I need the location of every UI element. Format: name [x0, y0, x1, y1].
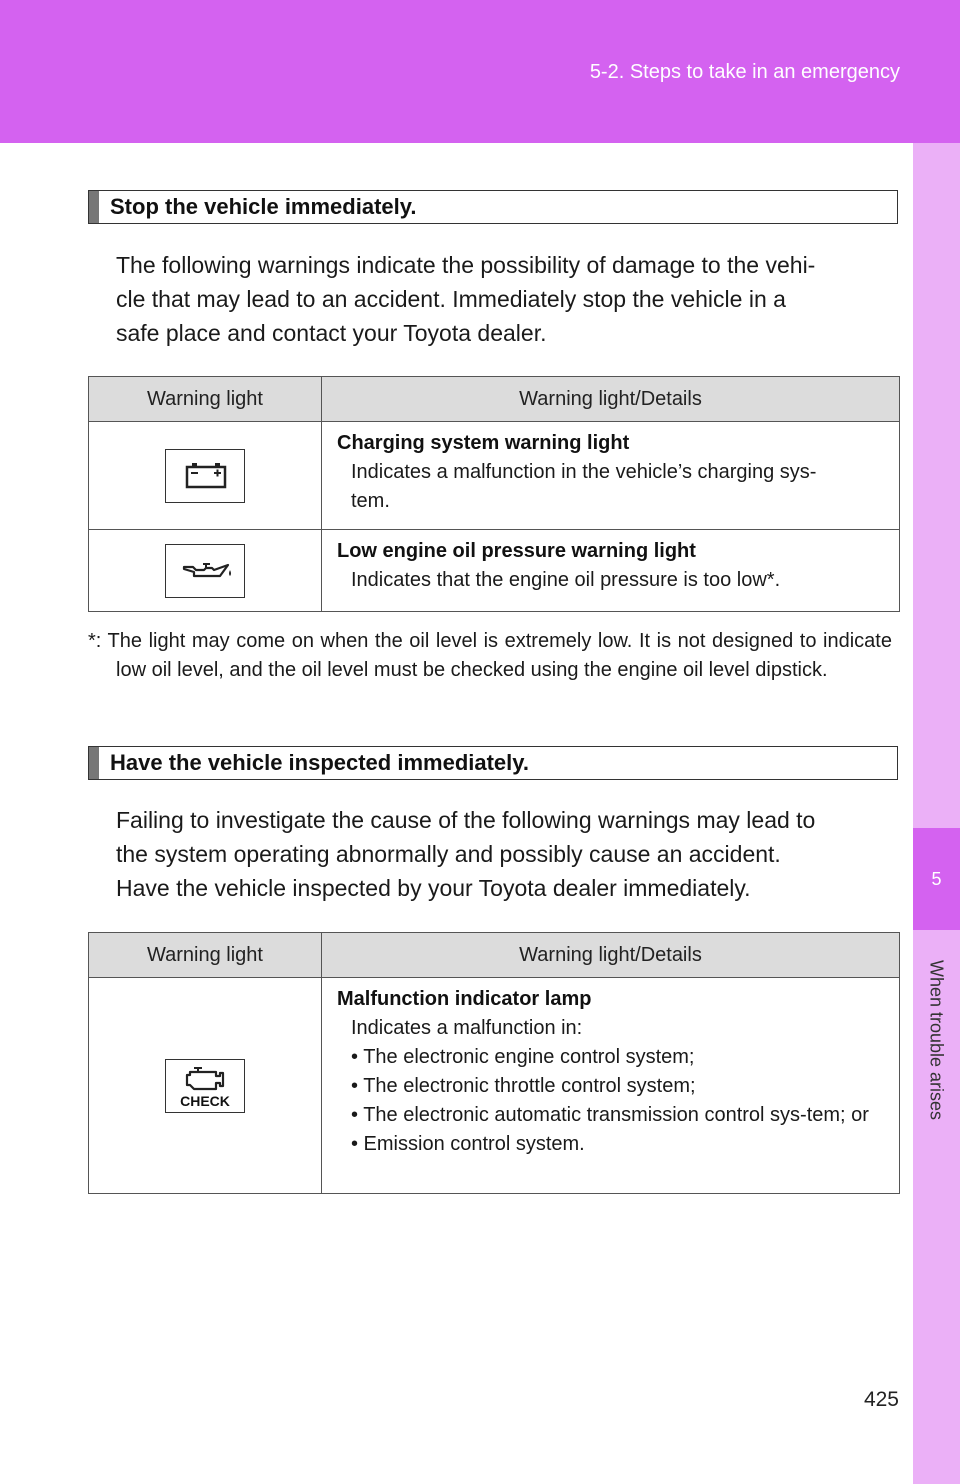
page-header — [0, 0, 960, 143]
bullet-item: • The electronic automatic transmission control sys-tem; or — [351, 1104, 869, 1126]
icon-cell — [89, 978, 322, 1194]
bullet-item: • The electronic throttle control system; — [351, 1075, 696, 1097]
bullet-item: • The electronic engine control system; — [351, 1046, 695, 1068]
column-header-details: Warning light/Details — [322, 933, 900, 978]
warning-table-2 — [88, 932, 900, 1194]
details-cell — [322, 978, 900, 1194]
intro-line: Failing to investigate the cause of the following warnings may lead to — [116, 807, 816, 833]
side-tab-strip — [913, 143, 960, 1484]
column-header-light: Warning light — [89, 933, 322, 978]
table-row — [89, 978, 900, 1194]
footnote — [88, 627, 892, 685]
section-heading-text: Stop the vehicle immediately. — [110, 194, 417, 219]
intro-line: The following warnings indicate the possibility of damage to the vehi- — [116, 252, 816, 278]
warning-title: Malfunction indicator lamp — [337, 988, 592, 1010]
chapter-tab-number: 5 — [913, 828, 960, 930]
footnote-text: *: The light may come on when the oil level is extremely low. It is not designed to indicate low oil level, and the oil level must be checked using the engine oil level dipstick. — [88, 630, 892, 681]
icon-cell — [89, 530, 322, 612]
warning-description: Indicates a malfunction in the vehicle’s charging sys- — [351, 461, 817, 483]
intro-line: the system operating abnormally and possibly cause an accident. — [116, 841, 781, 867]
section-heading-text: Have the vehicle inspected immediately. — [110, 750, 529, 775]
check-engine-icon — [165, 1059, 245, 1113]
oil-can-icon — [165, 544, 245, 598]
intro-line: safe place and contact your Toyota dealer. — [116, 320, 547, 346]
warning-description: Indicates a malfunction in: — [351, 1017, 583, 1039]
header-section-title: 5-2. Steps to take in an emergency — [589, 61, 900, 83]
warning-description: tem. — [351, 490, 390, 512]
section2-intro — [116, 803, 892, 905]
section-heading-inspect — [88, 746, 898, 780]
intro-line: Have the vehicle inspected by your Toyota dealer immediately. — [116, 875, 751, 901]
details-cell — [322, 422, 900, 530]
icon-cell — [89, 422, 322, 530]
battery-icon — [165, 449, 245, 503]
warning-title: Low engine oil pressure warning light — [337, 540, 696, 562]
bullet-item: • Emission control system. — [351, 1133, 585, 1155]
check-icon-label: CHECK — [180, 1092, 230, 1109]
table-row — [89, 422, 900, 530]
column-header-light: Warning light — [89, 377, 322, 422]
warning-title: Charging system warning light — [337, 432, 630, 454]
details-cell — [322, 530, 900, 612]
warning-table-1 — [88, 376, 900, 612]
heading-marker — [89, 747, 99, 779]
section-heading-stop — [88, 190, 898, 224]
intro-line: cle that may lead to an accident. Immediately stop the vehicle in a — [116, 286, 786, 312]
table-row — [89, 530, 900, 612]
warning-description: Indicates that the engine oil pressure is too low*. — [351, 569, 781, 591]
page-number: 425 — [863, 1388, 899, 1411]
section1-intro — [116, 248, 892, 350]
chapter-tab-label: When trouble arises — [926, 959, 947, 1121]
heading-marker — [89, 191, 99, 223]
column-header-details: Warning light/Details — [322, 377, 900, 422]
